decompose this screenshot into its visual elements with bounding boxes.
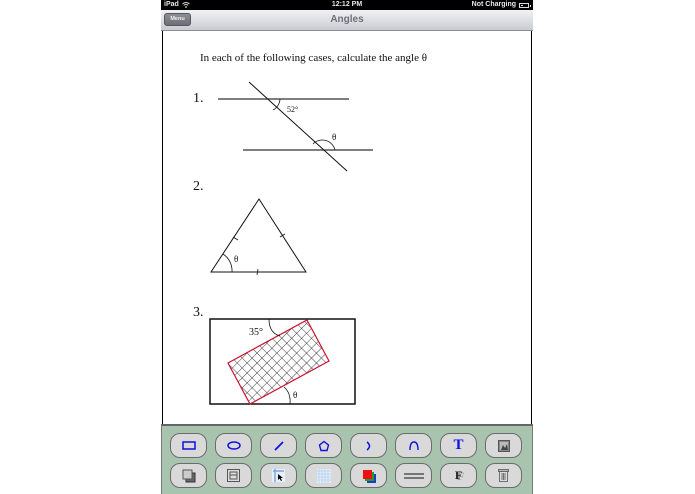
delete-tool-button[interactable] — [485, 463, 522, 488]
theta-arc — [223, 254, 232, 272]
line-style-icon — [404, 472, 424, 480]
drawing-toolbar — [161, 424, 533, 494]
battery-status: Not Charging — [471, 1, 516, 8]
group-icon — [227, 469, 240, 482]
line-icon — [273, 440, 285, 452]
tick-mark — [280, 234, 285, 237]
color-tool-button[interactable] — [350, 463, 387, 488]
font-tool-button[interactable] — [440, 463, 477, 488]
curve-icon — [408, 440, 420, 452]
instruction-text: In each of the following cases, calculate the angle θ — [200, 52, 428, 64]
arc-icon — [364, 440, 374, 452]
tick-mark — [233, 237, 238, 240]
select-cursor-icon — [272, 469, 285, 482]
ellipse-icon — [227, 441, 241, 450]
line-tool-button[interactable] — [260, 433, 297, 458]
document-canvas[interactable] — [162, 31, 532, 424]
text-tool-button[interactable] — [440, 433, 477, 458]
arrange-tool-button[interactable] — [170, 463, 207, 488]
battery-icon — [519, 3, 529, 8]
navigation-bar — [161, 10, 533, 31]
angle-arc — [269, 319, 280, 336]
given-angle-label: 35° — [249, 327, 263, 338]
select-tool-button[interactable] — [260, 463, 297, 488]
ellipse-tool-button[interactable] — [215, 433, 252, 458]
text-icon: T — [453, 437, 464, 453]
menu-button[interactable]: Menu — [164, 13, 191, 26]
image-icon — [498, 440, 510, 452]
rectangle-icon — [182, 441, 196, 450]
line-style-tool-button[interactable] — [395, 463, 432, 488]
problem-3 — [193, 305, 355, 404]
problem-number: 1. — [193, 91, 204, 106]
problem-1 — [193, 82, 373, 171]
rectangle-tool-button[interactable] — [170, 433, 207, 458]
grid-icon — [317, 469, 331, 483]
grid-tool-button[interactable] — [305, 463, 342, 488]
problem-number: 3. — [193, 305, 204, 320]
status-bar — [161, 0, 533, 10]
hatched-rectangle — [228, 320, 329, 404]
problem-2 — [193, 179, 306, 275]
layers-icon — [182, 469, 196, 483]
pentagon-icon — [318, 440, 330, 452]
clock: 12:12 PM — [331, 1, 363, 8]
given-angle-label: 52° — [287, 105, 299, 114]
trash-icon — [498, 469, 509, 482]
theta-label: θ — [332, 132, 337, 142]
curve-tool-button[interactable] — [395, 433, 432, 458]
image-tool-button[interactable] — [485, 433, 522, 458]
device-name: iPad — [164, 1, 179, 8]
theta-label: θ — [234, 254, 239, 264]
group-tool-button[interactable] — [215, 463, 252, 488]
theta-label: θ — [293, 390, 298, 400]
arc-tool-button[interactable] — [350, 433, 387, 458]
tick-mark — [257, 269, 258, 275]
color-icon — [362, 469, 376, 483]
page-title: Angles — [330, 14, 364, 25]
triangle — [211, 199, 306, 272]
app-window — [161, 0, 533, 494]
theta-arc — [284, 387, 290, 404]
polygon-tool-button[interactable] — [305, 433, 342, 458]
transversal-line — [249, 82, 347, 171]
problem-number: 2. — [193, 179, 204, 194]
font-icon: F — [454, 468, 463, 482]
